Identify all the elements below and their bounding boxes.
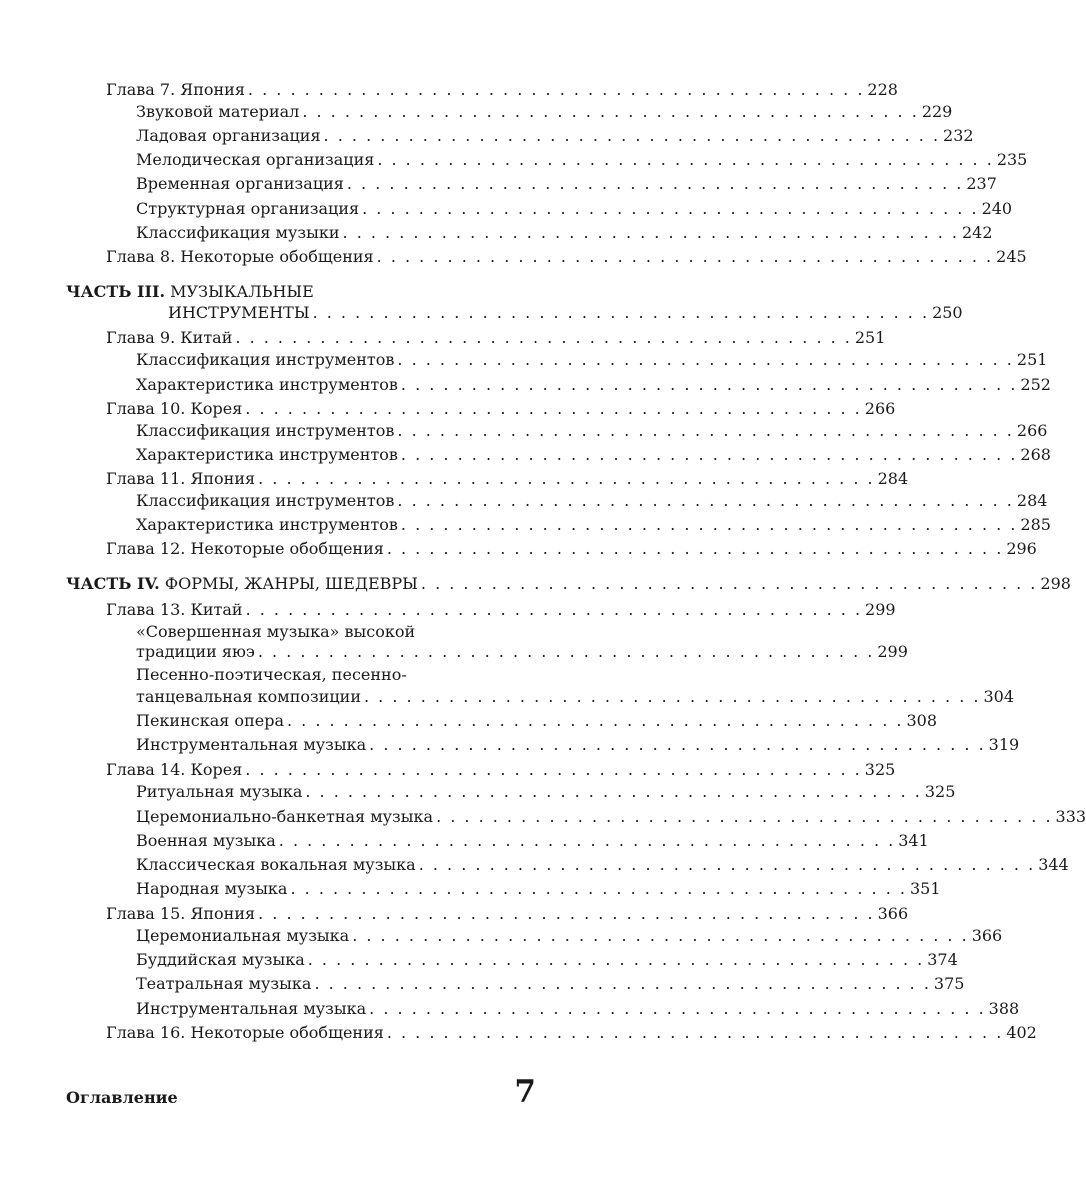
leader-dots: . . . . . . . . . . . . . . . . . . . . . . . . . . . . . . . . . . . . . . . . . . . . — [364, 687, 981, 706]
part-title-line1: МУЗЫКАЛЬНЫЕ — [170, 282, 314, 301]
leader-dots: . . . . . . . . . . . . . . . . . . . . . . . . . . . . . . . . . . . . . . . . . . . . — [258, 469, 875, 488]
toc-entry-title: Глава 10. Корея — [106, 399, 243, 418]
toc-section-line1 — [136, 663, 407, 687]
toc-section — [136, 685, 1015, 709]
leader-dots: . . . . . . . . . . . . . . . . . . . . . . . . . . . . . . . . . . . . . . . . . . . . — [245, 600, 863, 619]
toc-chapter — [106, 902, 909, 926]
leader-dots: . . . . . . . . . . . . . . . . . . . . . . . . . . . . . . . . . . . . . . . . . . . . — [369, 735, 986, 754]
toc-entry-title: Народная музыка — [136, 879, 288, 898]
toc-entry-title: Мелодическая организация — [136, 150, 375, 169]
toc-entry-title: Классификация инструментов — [136, 491, 395, 510]
toc-section — [136, 148, 1028, 172]
toc-entry-title-line1: Песенно-поэтическая, песенно- — [136, 665, 407, 684]
toc-chapter — [106, 245, 1027, 269]
toc-entry-title: Глава 11. Япония — [106, 469, 256, 488]
toc-entry-title: Ладовая организация — [136, 126, 321, 145]
leader-dots: . . . . . . . . . . . . . . . . . . . . . . . . . . . . . . . . . . . . . . . . . . . . — [257, 642, 875, 661]
leader-dots: . . . . . . . . . . . . . . . . . . . . . . . . . . . . . . . . . . . . . . . . . . . . — [290, 879, 907, 898]
leader-dots: . . . . . . . . . . . . . . . . . . . . . . . . . . . . . . . . . . . . . . . . . . . . — [245, 760, 862, 779]
part-label: ЧАСТЬ III. — [66, 282, 166, 301]
toc-entry-title: Временная организация — [136, 174, 344, 193]
leader-dots: . . . . . . . . . . . . . . . . . . . . . . . . . . . . . . . . . . . . . . . . . . . . — [362, 199, 979, 218]
leader-dots: . . . . . . . . . . . . . . . . . . . . . . . . . . . . . . . . . . . . . . . . . . . . — [377, 150, 994, 169]
running-footer-title: Оглавление — [66, 1088, 178, 1107]
toc-section — [136, 709, 938, 733]
toc-part-continuation — [168, 301, 963, 325]
toc-page-number: 325 — [924, 782, 956, 801]
toc-section — [136, 924, 1003, 948]
part-title-text: ФОРМЫ, ЖАНРЫ, ШЕДЕВРЫ — [164, 574, 418, 593]
toc-entry-title: Структурная организация — [136, 199, 360, 218]
toc-page-number: 251 — [854, 328, 886, 347]
toc-section — [136, 419, 1048, 443]
toc-page-number: 351 — [909, 879, 941, 898]
toc-page-number: 344 — [1038, 855, 1069, 874]
leader-dots: . . . . . . . . . . . . . . . . . . . . . . . . . . . . . . . . . . . . . . . . . . . . — [286, 711, 904, 730]
toc-page-number: 252 — [1020, 375, 1051, 394]
leader-dots: . . . . . . . . . . . . . . . . . . . . . . . . . . . . . . . . . . . . . . . . . . . . — [307, 950, 925, 969]
leader-dots: . . . . . . . . . . . . . . . . . . . . . . . . . . . . . . . . . . . . . . . . . . . . — [400, 445, 1018, 464]
leader-dots: . . . . . . . . . . . . . . . . . . . . . . . . . . . . . . . . . . . . . . . . . . . . — [418, 855, 1036, 874]
leader-dots: . . . . . . . . . . . . . . . . . . . . . . . . . . . . . . . . . . . . . . . . . . . . — [369, 999, 986, 1018]
toc-page-number: 341 — [898, 831, 929, 850]
toc-section — [136, 197, 1013, 221]
leader-dots: . . . . . . . . . . . . . . . . . . . . . . . . . . . . . . . . . . . . . . . . . . . . — [397, 421, 1014, 440]
toc-section — [136, 640, 908, 664]
toc-page-number: 237 — [966, 174, 997, 193]
toc-entry-title: Буддийская музыка — [136, 950, 305, 969]
toc-page-number: 251 — [1016, 350, 1048, 369]
toc-section — [136, 221, 993, 245]
toc-section — [136, 100, 953, 124]
toc-entry-title: Церемониально-банкетная музыка — [136, 807, 434, 826]
toc-page-number: 266 — [1016, 421, 1048, 440]
toc-chapter — [106, 758, 896, 782]
toc-part-heading — [66, 572, 1071, 596]
toc-page-number: 366 — [877, 904, 909, 923]
toc-page-number: 285 — [1020, 515, 1051, 534]
toc-entry-title: Глава 14. Корея — [106, 760, 243, 779]
toc-entry-title: Классификация инструментов — [136, 421, 395, 440]
toc-page-number: 296 — [1006, 539, 1037, 558]
leader-dots: . . . . . . . . . . . . . . . . . . . . . . . . . . . . . . . . . . . . . . . . . . . . — [314, 974, 931, 993]
leader-dots: . . . . . . . . . . . . . . . . . . . . . . . . . . . . . . . . . . . . . . . . . . . . — [352, 926, 969, 945]
toc-entry-title: Глава 13. Китай — [106, 600, 243, 619]
toc-page-number: 402 — [1006, 1023, 1037, 1042]
toc-entry-title: Пекинская опера — [136, 711, 284, 730]
toc-entry-title: Глава 7. Япония — [106, 80, 245, 99]
toc-entry-title-line1: «Совершенная музыка» высокой — [136, 622, 416, 641]
leader-dots: . . . . . . . . . . . . . . . . . . . . . . . . . . . . . . . . . . . . . . . . . . . . — [245, 399, 862, 418]
leader-dots: . . . . . . . . . . . . . . . . . . . . . . . . . . . . . . . . . . . . . . . . . . . . — [258, 904, 875, 923]
toc-section — [136, 348, 1048, 372]
toc-chapter — [106, 467, 909, 491]
toc-page-number: 250 — [932, 303, 963, 322]
toc-entry-title-line2: традиции яюэ — [136, 642, 255, 661]
leader-dots: . . . . . . . . . . . . . . . . . . . . . . . . . . . . . . . . . . . . . . . . . . . . — [235, 328, 852, 347]
toc-page-number: 298 — [1040, 574, 1071, 593]
part-title-line2: ИНСТРУМЕНТЫ — [168, 303, 310, 322]
toc-page-number: 266 — [864, 399, 896, 418]
leader-dots: . . . . . . . . . . . . . . . . . . . . . . . . . . . . . . . . . . . . . . . . . . . . — [386, 1023, 1004, 1042]
toc-entry-title: Глава 9. Китай — [106, 328, 233, 347]
toc-entry-title: Ритуальная музыка — [136, 782, 303, 801]
toc-chapter — [106, 397, 896, 421]
toc-page-number: 388 — [988, 999, 1020, 1018]
toc-page-number: 284 — [1016, 491, 1048, 510]
toc-page-number: 374 — [927, 950, 958, 969]
leader-dots: . . . . . . . . . . . . . . . . . . . . . . . . . . . . . . . . . . . . . . . . . . . . — [400, 375, 1018, 394]
toc-page-number: 229 — [921, 102, 953, 121]
toc-chapter — [106, 598, 896, 622]
leader-dots: . . . . . . . . . . . . . . . . . . . . . . . . . . . . . . . . . . . . . . . . . . . . — [436, 807, 1053, 826]
toc-entry-title: Характеристика инструментов — [136, 445, 398, 464]
toc-section — [136, 997, 1020, 1021]
toc-chapter — [106, 1021, 1037, 1045]
toc-entry-title: Театральная музыка — [136, 974, 312, 993]
toc-section — [136, 373, 1051, 397]
toc-page-number: 375 — [933, 974, 965, 993]
toc-entry-title: Характеристика инструментов — [136, 375, 398, 394]
toc-entry-title: Инструментальная музыка — [136, 999, 367, 1018]
toc-page-number: 299 — [877, 642, 908, 661]
toc-entry-title: Военная музыка — [136, 831, 276, 850]
toc-chapter — [106, 537, 1037, 561]
toc-entry-title: Классическая вокальная музыка — [136, 855, 416, 874]
toc-section — [136, 853, 1069, 877]
toc-page-number: 299 — [865, 600, 896, 619]
toc-entry-title: Классификация музыки — [136, 223, 340, 242]
leader-dots: . . . . . . . . . . . . . . . . . . . . . . . . . . . . . . . . . . . . . . . . . . . . — [420, 574, 1038, 593]
toc-section — [136, 780, 956, 804]
toc-entry-title: Глава 8. Некоторые обобщения — [106, 247, 374, 266]
toc-section — [136, 877, 941, 901]
leader-dots: . . . . . . . . . . . . . . . . . . . . . . . . . . . . . . . . . . . . . . . . . . . . — [302, 102, 919, 121]
part-label: ЧАСТЬ IV. — [66, 574, 160, 593]
toc-page-number: 325 — [864, 760, 896, 779]
toc-page-number: 366 — [971, 926, 1003, 945]
toc-entry-title: Характеристика инструментов — [136, 515, 398, 534]
toc-page-number: 268 — [1020, 445, 1051, 464]
toc-section — [136, 733, 1020, 757]
toc-page-number: 284 — [877, 469, 909, 488]
toc-entry-title: Звуковой материал — [136, 102, 300, 121]
leader-dots: . . . . . . . . . . . . . . . . . . . . . . . . . . . . . . . . . . . . . . . . . . . . — [312, 303, 930, 322]
toc-section — [136, 172, 997, 196]
leader-dots: . . . . . . . . . . . . . . . . . . . . . . . . . . . . . . . . . . . . . . . . . . . . — [323, 126, 941, 145]
toc-entry-title: Инструментальная музыка — [136, 735, 367, 754]
leader-dots: . . . . . . . . . . . . . . . . . . . . . . . . . . . . . . . . . . . . . . . . . . . . — [278, 831, 896, 850]
toc-chapter — [106, 326, 886, 350]
toc-page-number: 242 — [962, 223, 993, 242]
part-title — [66, 572, 418, 596]
leader-dots: . . . . . . . . . . . . . . . . . . . . . . . . . . . . . . . . . . . . . . . . . . . . — [305, 782, 922, 801]
toc-section — [136, 829, 929, 853]
toc-section — [136, 948, 958, 972]
leader-dots: . . . . . . . . . . . . . . . . . . . . . . . . . . . . . . . . . . . . . . . . . . . . — [397, 350, 1014, 369]
toc-page-number: 245 — [996, 247, 1027, 266]
toc-entry-title: Классификация инструментов — [136, 350, 395, 369]
leader-dots: . . . . . . . . . . . . . . . . . . . . . . . . . . . . . . . . . . . . . . . . . . . . — [346, 174, 964, 193]
toc-entry-title: Церемониальная музыка — [136, 926, 350, 945]
toc-section — [136, 972, 965, 996]
leader-dots: . . . . . . . . . . . . . . . . . . . . . . . . . . . . . . . . . . . . . . . . . . . . — [386, 539, 1004, 558]
toc-page-number: 232 — [943, 126, 974, 145]
toc-chapter — [106, 78, 898, 102]
toc-page-number: 235 — [996, 150, 1028, 169]
toc-section — [136, 124, 974, 148]
toc-page-number: 308 — [906, 711, 938, 730]
toc-page-number: 319 — [988, 735, 1020, 754]
toc-page-number: 228 — [867, 80, 898, 99]
toc-entry-title: Глава 16. Некоторые обобщения — [106, 1023, 384, 1042]
toc-page-number: 333 — [1055, 807, 1086, 826]
toc-entry-title-line2: танцевальная композиции — [136, 687, 361, 706]
toc-page-number: 240 — [981, 199, 1013, 218]
toc-section — [136, 805, 1086, 829]
leader-dots: . . . . . . . . . . . . . . . . . . . . . . . . . . . . . . . . . . . . . . . . . . . . — [400, 515, 1018, 534]
toc-entry-title: Глава 15. Япония — [106, 904, 256, 923]
toc-page-number: 304 — [983, 687, 1015, 706]
toc-section — [136, 443, 1051, 467]
leader-dots: . . . . . . . . . . . . . . . . . . . . . . . . . . . . . . . . . . . . . . . . . . . . — [247, 80, 865, 99]
toc-section — [136, 489, 1048, 513]
toc-entry-title: Глава 12. Некоторые обобщения — [106, 539, 384, 558]
leader-dots: . . . . . . . . . . . . . . . . . . . . . . . . . . . . . . . . . . . . . . . . . . . . — [342, 223, 959, 242]
page-number: 7 — [514, 1074, 536, 1110]
leader-dots: . . . . . . . . . . . . . . . . . . . . . . . . . . . . . . . . . . . . . . . . . . . . — [397, 491, 1014, 510]
toc-section — [136, 513, 1051, 537]
leader-dots: . . . . . . . . . . . . . . . . . . . . . . . . . . . . . . . . . . . . . . . . . . . . — [376, 247, 994, 266]
